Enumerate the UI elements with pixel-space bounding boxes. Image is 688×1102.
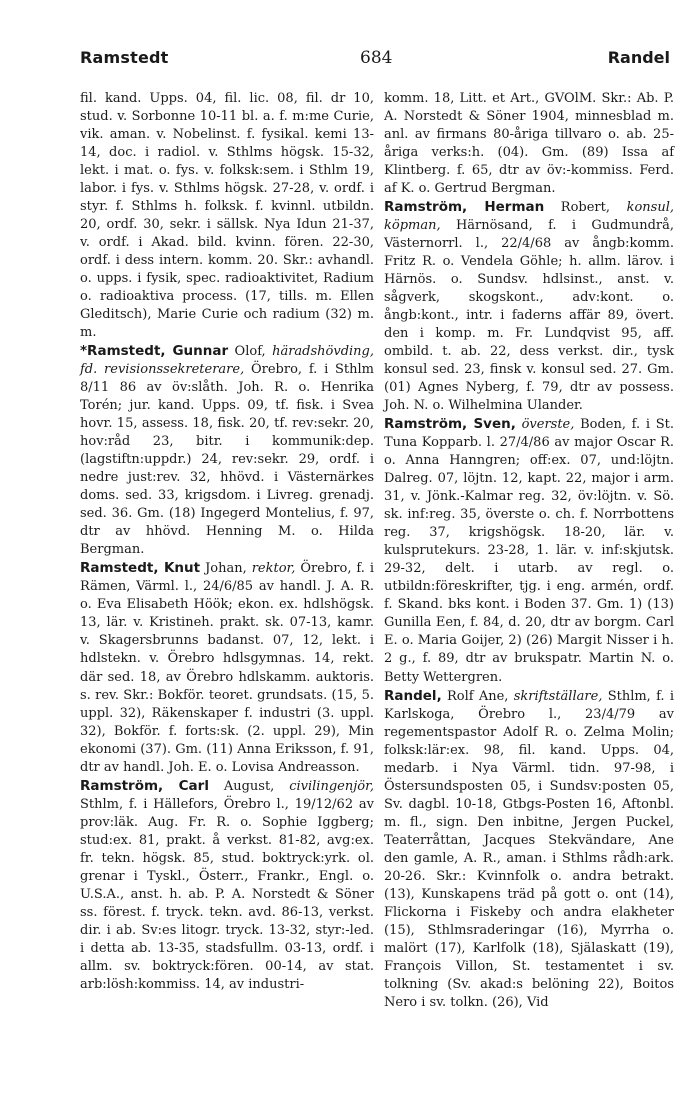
entry: [80, 342, 374, 559]
entry: [384, 415, 674, 686]
entry-text: Sthlm, f. i Hällefors, Örebro l., 19/12/62 av prov:läk. Aug. Fr. R. o. Sophie Iggberg; stud:ex. 81, prakt. å verkst. 81-82, avg:ex. fr. tekn. högsk. 85, stud. boktryck:yrk. ol. grenar i Tyskl., Österr., Frankr., Engl. o. U.S.A., anst. h. ab. P. A. Norstedt & Söner ss. förest. f. tryck. tekn. avd. 86-13, verkst. dir. i ab. Sv:es litogr. tryck. 13-32, styr:-led. i detta ab. 13-35, stadsfullm. 03-13, ordf. i allm. sv. boktryck:fören. 00-14, av stat. arb:lösh:kommiss. 14, av industri-: [80, 796, 374, 992]
right-column: [384, 90, 674, 1012]
entry-text: komm. 18, Litt. et Art., GVOlM. Skr.: Ab. P. A. Norstedt & Söner 1904, minnesblad m. anl. av firmans 80-åriga tillvaro o. ab. 25-åriga verks:h. (04). Gm. (89) Issa af Klintberg. f. 65, dtr av öv:-kommiss. Ferd. af K. o. Gertrud Bergman.: [384, 91, 674, 197]
entry-headword: Ramström, Sven,: [384, 416, 516, 433]
entry-headword: Randel,: [384, 687, 442, 704]
entry-given-names: Johan,: [200, 561, 252, 577]
entry-title: överste,: [521, 417, 575, 433]
entry-text: Sthlm, f. i Karlskoga, Örebro l., 23/4/79 av regementspastor Adolf R. o. Zelma Molin; folksk:lär:ex. 98, fil. kand. Upps. 04, medarb. i Nya Värml. tidn. 97-98, i Östersundsposten 05, i Sundsv:posten 05, Sv. dagbl. 10-18, Gtbgs-Posten 16, Aftonbl. m. fl., sign. Den inbitne, Jergen Puckel, Teaterråttan, Jacques Stekvändare, Ane den gamle, A. R., aman. i Sthlms rådh:ark. 20-26. Skr.: Kvinnfolk o. andra betrakt. (13), Kunskapens träd på gott o. ont (14), Flickorna i Fiskeby och andra elakheter (15), Sthlmsraderingar (16), Myrrha o. malört (17), Karlfolk (18), Själaskatt (19), François Villon, St. testamentet i sv. tolkning (Sv. akad:s belöning 22), Boitos Nero i sv. tolkn. (26), Vid: [384, 688, 674, 1010]
entry-given-names: Olof,: [228, 344, 273, 360]
entry-title: skriftställare,: [513, 688, 603, 704]
entry-headword: Ramström, Carl: [80, 777, 209, 794]
page-number: 684: [360, 48, 393, 68]
header-right-name: Randel: [607, 48, 670, 67]
running-header: [80, 48, 670, 74]
entry-text: Boden, f. i St. Tuna Kopparb. l. 27/4/86 av major Oscar R. o. Anna Hanngren; off:ex. 07, und:löjtn. Dalreg. 07, löjtn. 12, kapt. 22, major i arm. 31, v. Jönk.-Kalmar reg. 32, öv:löjtn. v. Sö. sk. inf:reg. 35, överste o. ch. f. Norrbottens reg. 37, krigshögsk. 18-20, lär. v. kulsprutekurs. 23-28, 1. lär. v. inf:skjutsk. 29-32, delt. i utarb. av regl. o. utbildn:föreskrifter, tjg. i eng. armén, ordf. f. Skand. bks kont. i Boden 37. Gm. 1) (13) Gunilla Een, f. 84, d. 20, dtr av borgm. Carl E. o. Maria Goijer, 2) (26) Margit Nisser i h. 2 g., f. 89, dtr av brukspatr. Martin N. o. Betty Wettergren.: [384, 417, 674, 685]
entry-text: fil. kand. Upps. 04, fil. lic. 08, fil. dr 10, stud. v. Sorbonne 10-11 bl. a. f. m:me Curie, vik. aman. v. Nobelinst. f. fysikal. kemi 13-14, doc. i radiol. v. Sthlms högsk. 15-32, lekt. i mat. o. fys. v. folksk:sem. i Sthlm 19, labor. i fys. v. Sthlms högsk. 27-28, v. ordf. i styr. f. Sthlms h. folksk. f. kvinnl. utbildn. 20, ordf. 30, sekr. i sällsk. Nya Idun 21-37, v. ordf. i Akad. bild. kvinn. fören. 22-30, ordf. i dess intern. komm. 20. Skr.: avhandl. o. upps. i fysik, spec. radioaktivitet, Radium o. radioaktiva process. (17, tills. m. Ellen Gleditsch), Marie Curie och radium (32) m. m.: [80, 91, 374, 341]
entry-given-names: Rolf Ane,: [441, 688, 514, 704]
entry-headword: Ramström, Herman: [384, 199, 545, 216]
header-left-name: Ramstedt: [80, 48, 169, 67]
entry-text: Härnösand, f. i Gudmundrå, Västernorrl. l., 22/4/68 av ångb:komm. Fritz R. o. Vendela Göhle; h. allm. lärov. i Härnös. o. Sundsv. hdlsinst., anst. v. sågverk, skogskont., adv:kont. o. ångb:kont., intr. i faderns affär 89, övert. den i komp. m. Fr. Lundqvist 95, aff. ombild. t. ab. 22, dess verkst. dir., tysk konsul sed. 23, finsk v. konsul sed. 27. Gm. (01) Agnes Nyberg, f. 79, dtr av possess. Joh. N. o. Wilhelmina Ulander.: [384, 218, 674, 414]
left-column: [80, 90, 374, 994]
entry-title: konsul, köpman,: [384, 200, 674, 234]
entry-headword: Ramstedt, Knut: [80, 560, 201, 577]
entry: [384, 687, 674, 1012]
entry-continued: [80, 90, 374, 342]
entry: [384, 198, 674, 415]
entry: [80, 559, 374, 776]
entry-given-names: August,: [208, 778, 290, 794]
entry-title: rektor,: [251, 561, 296, 577]
entry-title: häradshövding, fd. revisionssekreterare,: [80, 344, 375, 378]
entry-title: civilingenjör,: [289, 778, 374, 794]
entry-given-names: Robert,: [544, 200, 627, 216]
entry: [80, 777, 374, 994]
entry-text: Örebro, f. i Rämen, Värml. l., 24/6/85 av handl. J. A. R. o. Eva Elisabeth Höök; ekon. ex. hdlshögsk. 13, lär. v. Kristineh. prakt. sk. 07-13, kamr. v. Skagersbrunns badanst. 07, 12, lekt. i hdlstekn. v. Örebro hdlsgymnas. 14, rekt. där sed. 18, av Örebro hdlskamm. auktoris. s. rev. Skr.: Bokför. teoret. grundsats. (15, 5. uppl. 32), Räkenskaper f. industri (3. uppl. 32), Bokför. f. forts:sk. (2. uppl. 29), Min ekonomi (37). Gm. (11) Anna Eriksson, f. 91, dtr av handl. Joh. E. o. Lovisa Andreasson.: [80, 561, 374, 775]
entry-continued: [384, 90, 674, 198]
entry-headword: *Ramstedt, Gunnar: [80, 343, 229, 360]
entry-text: Örebro, f. i Sthlm 8/11 86 av öv:slåth. Joh. R. o. Henrika Torén; jur. kand. Upps. 09, tf. fisk. i Svea hovr. 15, assess. 18, fisk. 20, tf. rev:sekr. 20, hov:råd 23, bitr. i kommunik:dep. (lagstiftn:uppdr.) 24, rev:sekr. 29, ordf. i nedre just:rev. 32, hhövd. i Västernärkes doms. sed. 33, krigsdom. i Livreg. grenadj. sed. 36. Gm. (18) Ingegerd Montelius, f. 97, dtr av hhövd. Henning M. o. Hilda Bergman.: [80, 362, 374, 558]
